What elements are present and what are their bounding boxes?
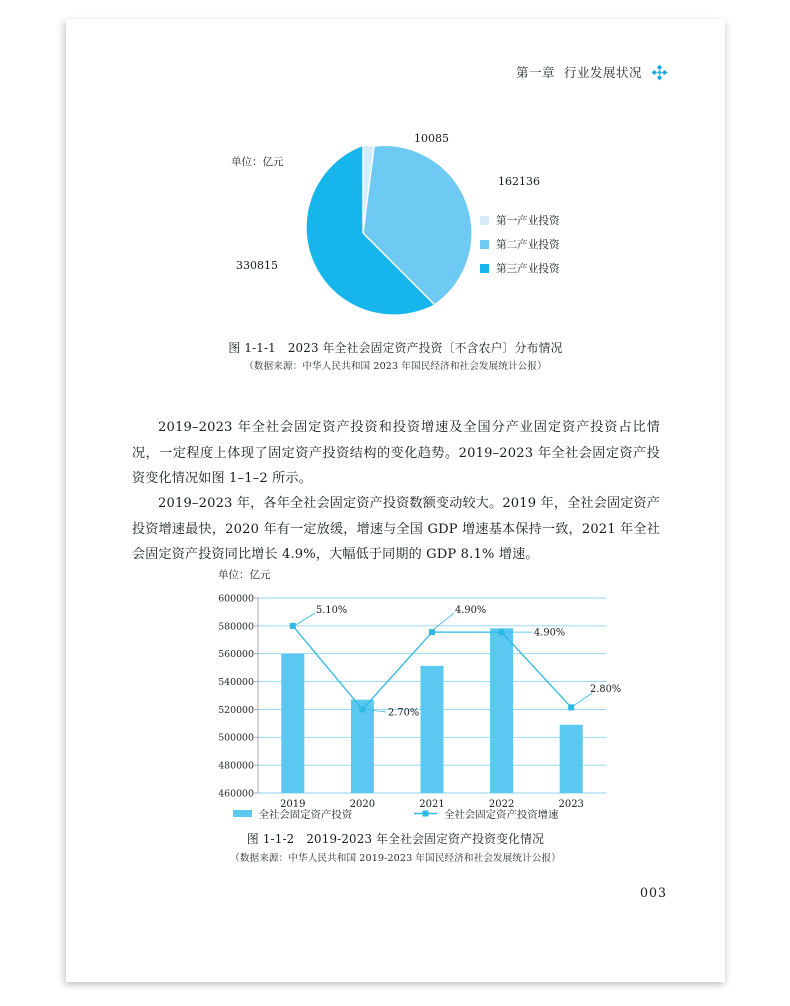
line-label-2023: 2.80% — [590, 684, 622, 695]
legend-label-primary: 第一产业投资 — [496, 215, 560, 227]
bar-series — [281, 628, 582, 793]
legend-label-tertiary: 第三产业投资 — [496, 263, 560, 275]
body-paragraph-2: 2019–2023 年，各年全社会固定资产投资数额变动较大。2019 年，全社会固定资产投资增速最快，2020 年有一定放缓，增速与全国 GDP 增速基本保持一致，2021 年全社会固定资产投资同比增长 4.9%，大幅低于同期的 GDP 8.1% 增速。 — [132, 496, 660, 563]
line-marker-2021 — [429, 629, 435, 635]
line-marker-2019 — [290, 623, 296, 629]
bar-2022 — [490, 628, 513, 793]
line-label-2022: 4.90% — [534, 627, 566, 639]
x-tick-2022: 2022 — [488, 799, 515, 810]
line-marker-2023 — [568, 704, 574, 710]
x-tick-2019: 2019 — [280, 799, 306, 810]
legend-item-growth-rate — [414, 806, 558, 821]
document-page — [66, 19, 725, 982]
y-tick-520000: 520000 — [218, 704, 254, 716]
running-head — [516, 63, 668, 81]
legend-label-growth-rate: 全社会固定资产投资增速 — [444, 809, 559, 821]
line-label-2020: 2.70% — [388, 707, 420, 719]
legend-label-investment: 全社会固定资产投资 — [258, 809, 353, 821]
x-tick-2020: 2020 — [349, 799, 376, 810]
figure-2-caption: 图 1-1-2 2019-2023 年全社会固定资产投资变化情况 — [246, 832, 545, 846]
figure-1-source: （数据来源：中华人民共和国 2023 年国民经济和社会发展统计公报） — [244, 361, 547, 372]
pie-value-secondary: 162136 — [498, 175, 540, 188]
blue-diamond-ornament-icon — [651, 64, 668, 81]
figure-2-source: （数据来源：中华人民共和国 2019-2023 年国民经济和社会发展统计公报） — [230, 853, 561, 864]
legend-item-investment — [233, 806, 353, 821]
line-label-2019: 5.10% — [316, 605, 348, 616]
legend-item-primary — [480, 213, 560, 228]
bar-chart-svg — [66, 581, 725, 819]
legend-swatch-bar-icon — [233, 810, 252, 817]
bar-2020 — [351, 700, 374, 793]
bar-unit-label: 单位：亿元 — [218, 569, 271, 581]
bar-2021 — [421, 666, 444, 793]
y-tick-580000: 580000 — [218, 621, 254, 633]
pie-chart-area — [66, 131, 725, 336]
line-label-2021: 4.90% — [455, 605, 487, 616]
y-tick-540000: 540000 — [218, 677, 254, 688]
x-tick-2023: 2023 — [558, 799, 584, 810]
line-marker-2020 — [359, 706, 365, 712]
y-tick-460000: 460000 — [218, 788, 254, 800]
pie-chart-svg — [66, 131, 725, 336]
bar-chart-legend — [66, 806, 725, 821]
bar-2023 — [560, 725, 583, 793]
y-tick-500000: 500000 — [218, 732, 254, 744]
legend-swatch-line-icon — [414, 809, 437, 818]
pie-value-tertiary: 330815 — [236, 259, 278, 272]
line-marker-2022 — [499, 629, 505, 635]
legend-item-tertiary — [480, 261, 560, 276]
legend-swatch-primary-icon — [480, 216, 489, 225]
legend-label-secondary: 第二产业投资 — [496, 239, 560, 251]
body-paragraph-1: 2019–2023 年全社会固定资产投资和投资增速及全国分产业固定资产投资占比情况，一定程度上体现了固定资产投资结构的变化趋势。2019–2023 年全社会固定资产投资变化情况如图 1–1–2 所示。 — [132, 420, 660, 487]
running-head-chapter: 第一章 — [515, 65, 555, 80]
bar-2019 — [281, 654, 304, 793]
bar-chart-area — [66, 581, 725, 819]
y-tick-480000: 480000 — [218, 760, 254, 772]
y-tick-560000: 560000 — [218, 649, 254, 661]
pie-value-primary: 10085 — [414, 132, 449, 145]
legend-swatch-secondary-icon — [480, 240, 489, 249]
figure-1-caption: 图 1-1-1 2023 年全社会固定资产投资〔不含农户〕分布情况 — [228, 341, 563, 355]
y-tick-600000: 600000 — [218, 593, 254, 605]
page-number: 003 — [639, 885, 667, 900]
legend-swatch-tertiary-icon — [480, 264, 489, 273]
x-tick-2021: 2021 — [419, 799, 445, 810]
legend-item-secondary — [480, 237, 560, 252]
pie-unit-label: 单位：亿元 — [231, 156, 284, 168]
pie-legend — [480, 213, 560, 276]
running-head-title: 行业发展状况 — [563, 65, 642, 80]
